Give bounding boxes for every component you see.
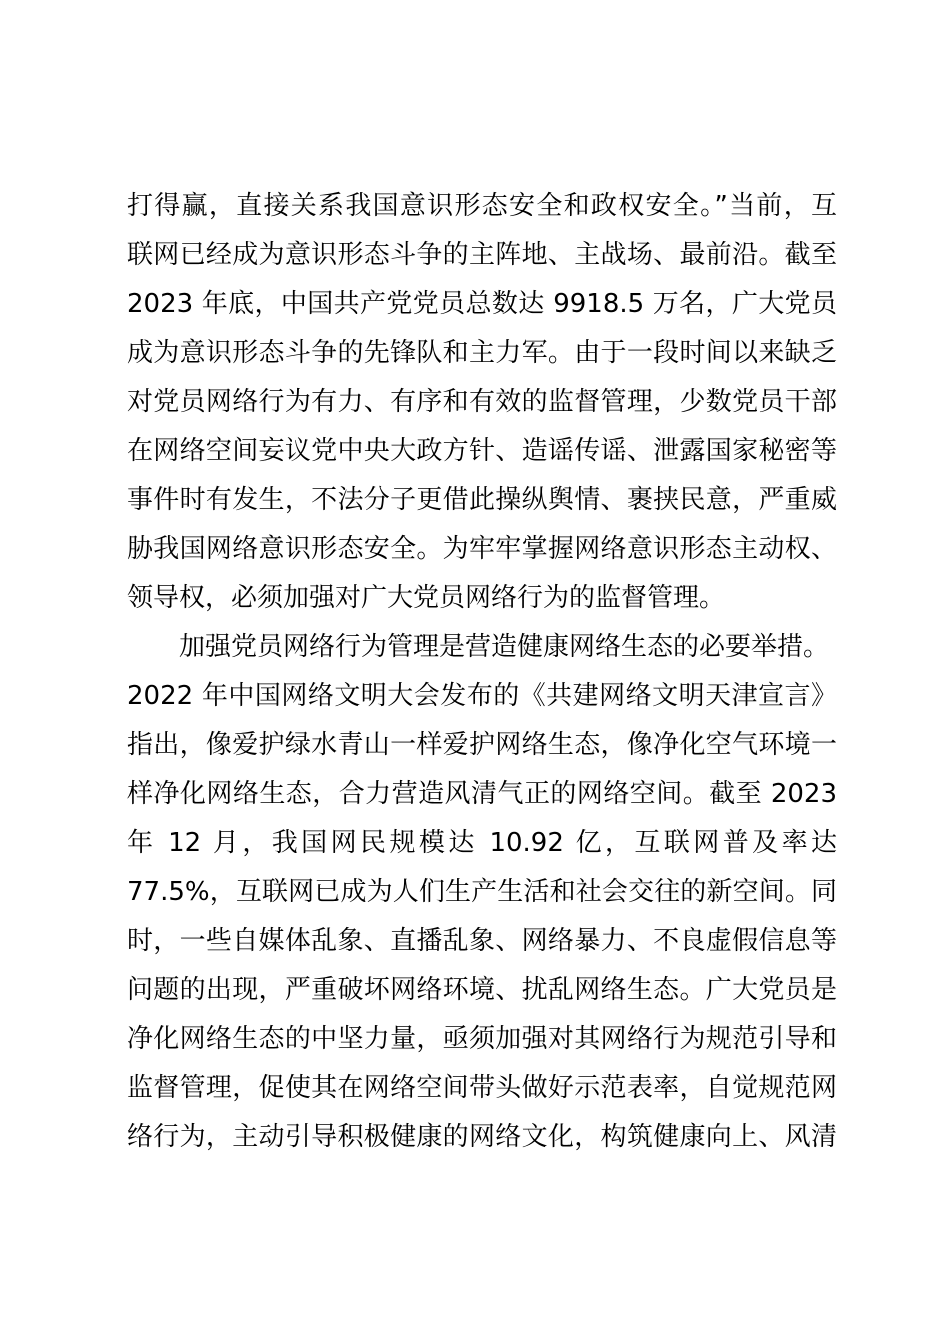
text-line: 时，一些自媒体乱象、直播乱象、网络暴力、不良虚假信息等: [127, 926, 837, 956]
text-line: 对党员网络行为有力、有序和有效的监督管理，少数党员干部: [127, 387, 837, 417]
text-line: 打得赢，直接关系我国意识形态安全和政权安全。”当前，互: [127, 191, 837, 221]
text-line: 77.5%，互联网已成为人们生产生活和社会交往的新空间。同: [127, 877, 837, 907]
text-line: 成为意识形态斗争的先锋队和主力军。由于一段时间以来缺乏: [127, 338, 837, 368]
text-line: 2023 年底，中国共产党党员总数达 9918.5 万名，广大党员: [127, 289, 837, 319]
paragraph-first-line: 加强党员网络行为管理是营造健康网络生态的必要举措。: [179, 632, 830, 662]
text-line: 联网已经成为意识形态斗争的主阵地、主战场、最前沿。截至: [127, 240, 837, 270]
text-line: 领导权，必须加强对广大党员网络行为的监督管理。: [127, 583, 726, 613]
text-line: 2022 年中国网络文明大会发布的《共建网络文明天津宣言》: [127, 681, 837, 711]
body-text: [127, 182, 837, 1162]
text-line: 样净化网络生态，合力营造风清气正的网络空间。截至 2023: [127, 779, 837, 809]
text-line: 在网络空间妄议党中央大政方针、造谣传谣、泄露国家秘密等: [127, 436, 837, 466]
text-line: 监督管理，促使其在网络空间带头做好示范表率，自觉规范网: [127, 1073, 837, 1103]
text-line: 络行为，主动引导积极健康的网络文化，构筑健康向上、风清: [127, 1122, 837, 1152]
text-line: 问题的出现，严重破坏网络环境、扰乱网络生态。广大党员是: [127, 975, 837, 1005]
text-line: 年 12 月，我国网民规模达 10.92 亿，互联网普及率达: [127, 828, 837, 858]
text-line: 胁我国网络意识形态安全。为牢牢掌握网络意识形态主动权、: [127, 534, 837, 564]
text-line: 指出，像爱护绿水青山一样爱护网络生态，像净化空气环境一: [127, 730, 837, 760]
text-line: 事件时有发生，不法分子更借此操纵舆情、裹挟民意，严重威: [127, 485, 837, 515]
text-line: 净化网络生态的中坚力量，亟须加强对其网络行为规范引导和: [127, 1024, 837, 1054]
